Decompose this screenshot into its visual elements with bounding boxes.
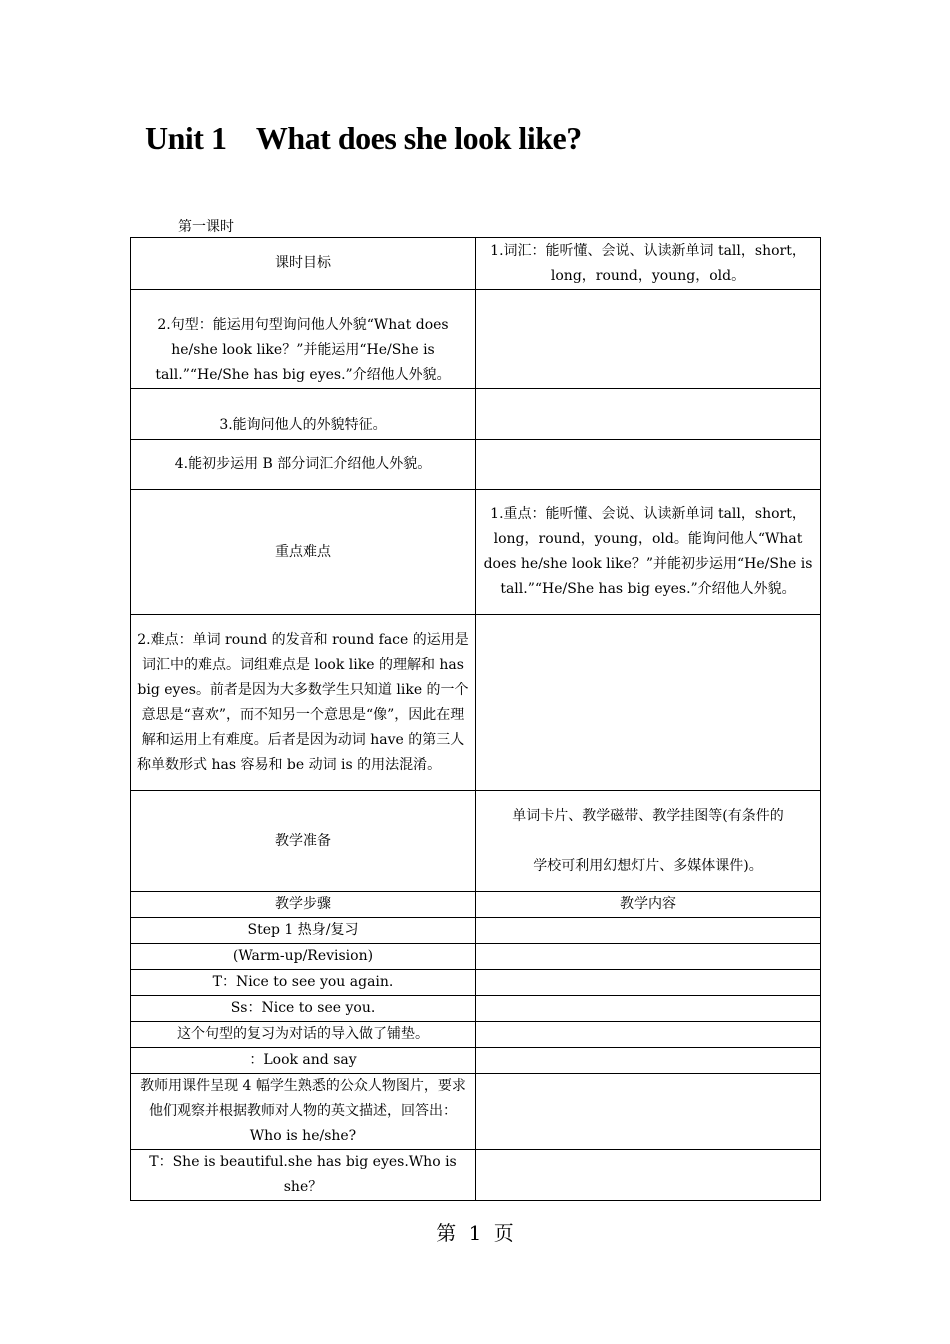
- table-row: [131, 1150, 821, 1201]
- step-cell: 教师用课件呈现 4 幅学生熟悉的公众人物图片，要求他们观察并根据教师对人物的英文描述，回答出：Who is he/she?: [131, 1074, 476, 1150]
- table-row: [131, 944, 821, 970]
- step-cell: Ss：Nice to see you.: [131, 996, 476, 1022]
- table-row: [131, 440, 821, 490]
- key-points-text: 1.重点：能听懂、会说、认读新单词 tall，short，long，round，young，old。能询问他人“What does he/she look like？”并能初步运用“He/She is tall.”“He/She has big eyes.”介绍他人外貌。: [476, 490, 821, 615]
- table-row: [131, 892, 821, 918]
- step-cell: T：She is beautiful.she has big eyes.Who is she？: [131, 1150, 476, 1201]
- preparation-part-a: 单词卡片、教学磁带、教学挂图等(: [512, 808, 728, 824]
- page-number: 第 1 页: [436, 1221, 514, 1245]
- empty-cell: [476, 970, 821, 996]
- table-row: [131, 490, 821, 615]
- step-cell: (Warm-up/Revision): [131, 944, 476, 970]
- lesson-plan-table: [130, 237, 821, 1201]
- table-row: [131, 389, 821, 440]
- objectives-heading: 课时目标: [131, 238, 476, 290]
- table-row: [131, 290, 821, 389]
- preparation-text: [476, 791, 821, 892]
- empty-cell: [476, 290, 821, 389]
- table-row: [131, 970, 821, 996]
- step-cell: Step 1 热身/复习: [131, 918, 476, 944]
- table-row: [131, 1048, 821, 1074]
- preparation-part-b: 有条件的: [727, 808, 784, 824]
- empty-cell: [476, 389, 821, 440]
- difficult-points-text: 2.难点：单词 round 的发音和 round face 的运用是词汇中的难点。词组难点是 look like 的理解和 has big eyes。前者是因为大多数学生只知道 like 的一个意思是“喜欢”，而不知另一个意思是“像”，因此在理解和运用上有难度。后者是因为动词 have 的第三人称单数形式 has 容易和 be 动词 is 的用法混淆。: [131, 615, 476, 791]
- sentence-objective: 2.句型：能运用句型询问他人外貌“What does he/she look like？”并能运用“He/She is tall.”“He/She has big eyes.”介绍他人外貌。: [131, 290, 476, 389]
- steps-header: 教学步骤: [131, 892, 476, 918]
- key-points-heading: 重点难点: [131, 490, 476, 615]
- empty-cell: [476, 1022, 821, 1048]
- empty-cell: [476, 918, 821, 944]
- table-row: [131, 996, 821, 1022]
- empty-cell: [476, 440, 821, 490]
- table-row: [131, 238, 821, 290]
- content-header: 教学内容: [476, 892, 821, 918]
- empty-cell: [476, 615, 821, 791]
- describe-objective: 4.能初步运用 B 部分词汇介绍他人外貌。: [131, 440, 476, 490]
- empty-cell: [476, 1150, 821, 1201]
- ask-objective: 3.能询问他人的外貌特征。: [131, 389, 476, 440]
- table-row: [131, 615, 821, 791]
- empty-cell: [476, 1074, 821, 1150]
- table-row: [131, 791, 821, 892]
- table-row: [131, 1022, 821, 1048]
- lesson-label: 第一课时: [178, 219, 234, 235]
- empty-cell: [476, 944, 821, 970]
- preparation-part-d: )。: [743, 858, 763, 874]
- preparation-heading: 教学准备: [131, 791, 476, 892]
- empty-cell: [476, 996, 821, 1022]
- empty-cell: [476, 1048, 821, 1074]
- table-row: [131, 1074, 821, 1150]
- document-title: Unit 1 What does she look like?: [145, 120, 582, 156]
- table-row: [131, 918, 821, 944]
- preparation-part-c: 学校可利用幻想灯片、多媒体课件: [533, 858, 744, 874]
- step-cell: T：Nice to see you again.: [131, 970, 476, 996]
- vocabulary-objective: 1.词汇：能听懂、会说、认读新单词 tall，short，long，round，young，old。: [476, 238, 821, 290]
- step-cell: ：Look and say: [131, 1048, 476, 1074]
- step-cell: 这个句型的复习为对话的导入做了铺垫。: [131, 1022, 476, 1048]
